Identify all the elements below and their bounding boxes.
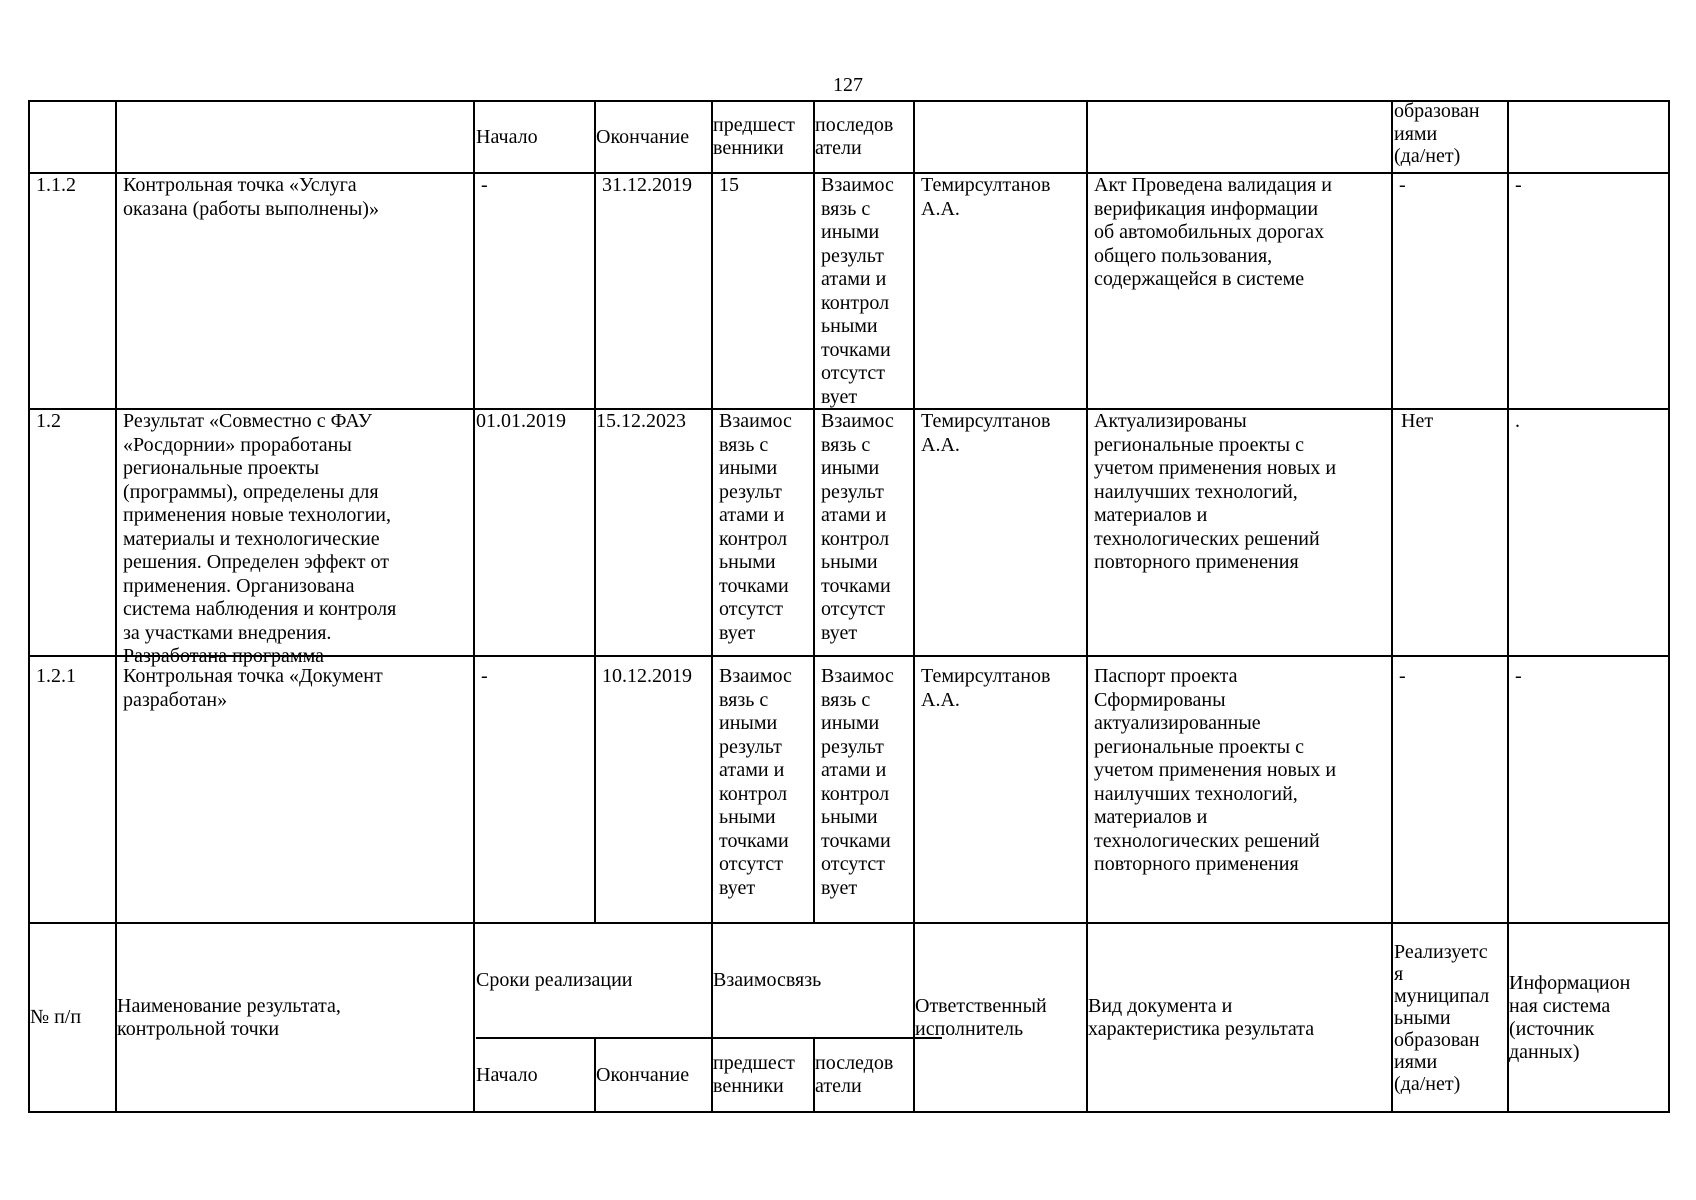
header-start: Начало [476,1063,538,1086]
row-end-date: 31.12.2019 [602,174,692,196]
header-end: Окончание [596,125,690,148]
header-end: Окончание [596,1063,690,1086]
row-municipal: - [1399,174,1406,196]
row-start-date: - [481,665,488,687]
row-number: 1.1.2 [36,174,76,196]
header-municipal-tail: образован иями (да/нет) [1394,100,1480,167]
row-document: Актуализированы региональные проекты с учетом применения новых и наилучших технологий, материалов и технологических решений повторного применения [1094,410,1337,573]
row-end-date: 15.12.2023 [596,410,686,432]
row-name: Результат «Совместно с ФАУ «Росдорнии» проработаны региональные проекты (программы), определены для применения новые технологии, материалы и технологические решения. Определен эффект от применения. Организована система наблюдения и контроля за участками внедрения. Разработана программа [123,410,397,667]
header-predecessors: предшест венники [713,1052,795,1097]
row-end-date: 10.12.2019 [602,665,692,687]
header-start: Начало [476,125,538,148]
page-number: 127 [833,74,863,96]
row-responsible: Темирсултанов А.А. [921,665,1051,711]
row-document: Паспорт проекта Сформированы актуализированные региональные проекты с учетом применения новых и наилучших технологий, материалов и технологических решений повторного применения [1094,665,1337,875]
row-predecessors: Взаимос вязь с иными результ атами и контрол ьными точками отсутст вует [719,665,792,899]
header-number: № п/п [30,1006,82,1028]
row-successors: Взаимос вязь с иными результ атами и контрол ьными точками отсутст вует [821,665,894,899]
row-number: 1.2.1 [36,665,76,687]
row-start-date: - [481,174,488,196]
row-successors: Взаимос вязь с иными результ атами и контрол ьными точками отсутст вует [821,410,894,644]
header-info-system: Информацион ная система (источник данных) [1509,971,1631,1063]
header-municipal: Реализуетс я муниципал ьными образован иями (да/нет) [1394,940,1490,1095]
row-name: Контрольная точка «Документ разработан» [123,665,383,711]
header-responsible: Ответственный исполнитель [915,994,1047,1040]
row-info-system: . [1515,410,1520,432]
row-document: Акт Проведена валидация и верификация информации об автомобильных дорогах общего пользования, содержащейся в системе [1094,174,1332,290]
row-name: Контрольная точка «Услуга оказана (работы выполнены)» [123,174,379,220]
header-dates: Сроки реализации [476,969,633,991]
header-successors: последов атели [815,1052,894,1097]
row-predecessors: 15 [719,174,739,196]
header-predecessors: предшест венники [713,114,795,159]
row-start-date: 01.01.2019 [476,410,566,432]
row-number: 1.2 [36,410,61,432]
row-responsible: Темирсултанов А.А. [921,174,1051,220]
row-municipal: - [1399,665,1406,687]
header-name: Наименование результата, контрольной точки [117,994,341,1040]
header-doc-type: Вид документа и характеристика результата [1088,994,1315,1040]
row-info-system: - [1515,174,1522,196]
header-successors: последов атели [815,114,894,159]
row-info-system: - [1515,665,1522,687]
document-table [28,100,1670,1113]
row-predecessors: Взаимос вязь с иными результ атами и контрол ьными точками отсутст вует [719,410,792,644]
header-relation: Взаимосвязь [713,969,822,991]
row-responsible: Темирсултанов А.А. [921,410,1051,456]
row-municipal: Нет [1401,410,1434,432]
row-successors: Взаимос вязь с иными результ атами и контрол ьными точками отсутст вует [821,174,894,408]
